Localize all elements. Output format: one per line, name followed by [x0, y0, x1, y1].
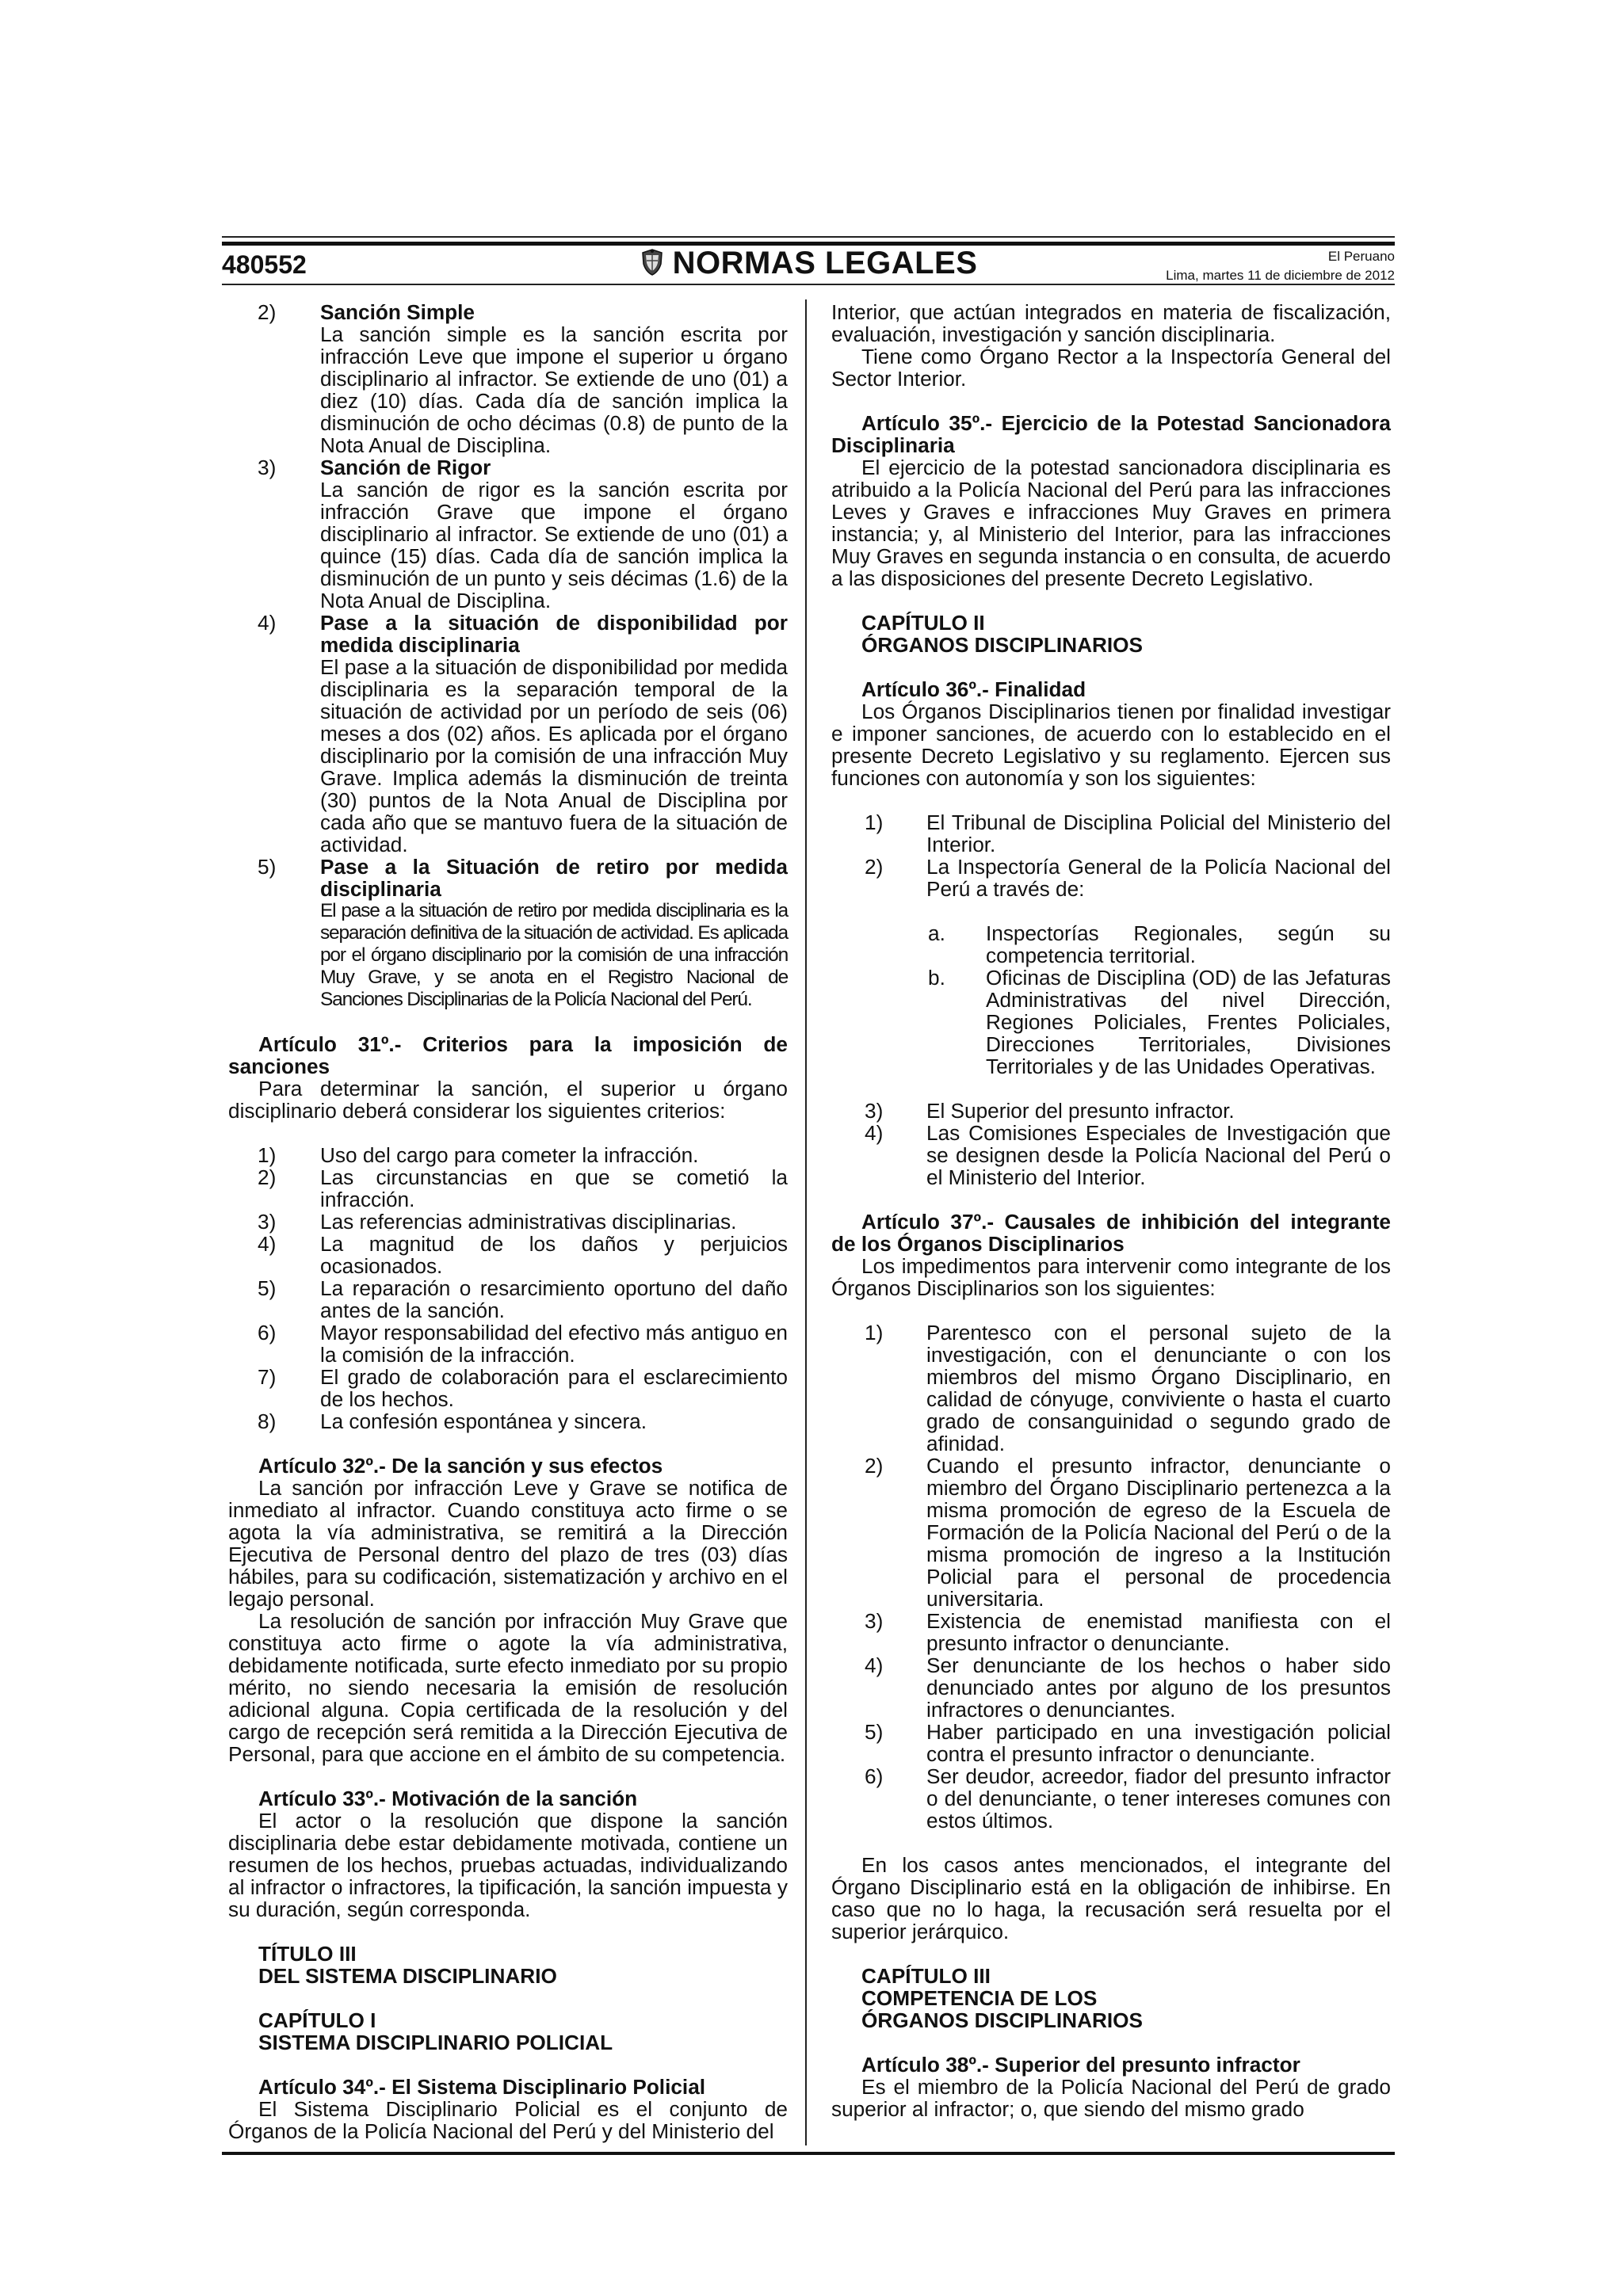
list-item — [831, 1322, 1391, 1455]
list-item — [831, 1765, 1391, 1832]
item-text: Ser denunciante de los hechos o haber sido denunciado antes por alguno de los presuntos infractores o denunciantes. — [926, 1653, 1391, 1722]
publisher-block — [1166, 247, 1395, 285]
list-item: 5) Pase a la Situación de retiro por medida disciplinaria El pase a la situación de retiro por medida disciplinaria es la separación definitiva de la situación de actividad. Es aplicada por el órgano disciplinario por la comisión de una infracción Muy Grave, y se anota en el Registro Nacional de Sanciones Disciplinarias de la Policía Nacional del Perú. — [258, 855, 788, 1010]
chapter-heading: CAPÍTULO III — [861, 1964, 991, 1988]
paragraph: Es el miembro de la Policía Nacional del Perú de grado superior al infractor; o, que siendo del mismo grado — [831, 2075, 1391, 2121]
item-text: Mayor responsabilidad del efectivo más antiguo en la comisión de la infracción. — [320, 1321, 788, 1367]
title-subheading: DEL SISTEMA DISCIPLINARIO — [258, 1964, 557, 1988]
chapter-subheading: COMPETENCIA DE LOS — [861, 1986, 1098, 2010]
item-text: El grado de colaboración para el esclarecimiento de los hechos. — [320, 1365, 788, 1411]
list-item — [228, 1144, 788, 1166]
item-text: Las referencias administrativas disciplinarias. — [320, 1210, 737, 1234]
list-item: 4) Pase a la situación de disponibilidad por medida disciplinaria El pase a la situación de disponibilidad por medida disciplinaria es la separación temporal de la situación de actividad por un período de seis (06) meses a dos (02) años. Es aplicada por el órgano disciplinario por la comisión de una infracción Muy Grave. Implica además la disminución de treinta (30) puntos de la Nota Anual de Disciplina por cada año que se mantuvo fuera de la situación de actividad. — [258, 611, 788, 856]
list-item — [831, 1721, 1391, 1765]
item-title: Sanción de Rigor — [320, 456, 491, 479]
item-number: 6) — [865, 1764, 884, 1788]
page-header — [222, 236, 1395, 285]
page-number: 480552 — [222, 250, 307, 279]
list-item: 1) El Tribunal de Disciplina Policial del Ministerio del Interior. — [865, 810, 1391, 856]
item-number: 5) — [865, 1720, 884, 1744]
item-text: La sanción de rigor es la sanción escrita por infracción Grave que impone el órgano disciplinario al infractor. Se extiende de uno (01) a quince (15) días. Cada día de sanción implica la disminución de un punto y seis décimas (1.6) de la Nota Anual de Disciplina. — [320, 478, 788, 612]
chapter-subheading: ÓRGANOS DISCIPLINARIOS — [861, 633, 1144, 657]
item-text: Parentesco con el personal sujeto de la investigación, con el denunciante o con los miembros del mismo Órgano Disciplinario, en calidad de cónyuge, conviviente o hasta el cuarto grado de consanguinidad o segundo grado de afinidad. — [926, 1321, 1391, 1455]
item-number: 7) — [258, 1365, 277, 1389]
paragraph: El Sistema Disciplinario Policial es el conjunto de Órganos de la Policía Nacional del Perú y del Ministerio del — [228, 2097, 788, 2143]
list-item: 3) El Superior del presunto infractor. — [865, 1099, 1235, 1123]
article-heading: Artículo 34º.- El Sistema Disciplinario Policial — [258, 2075, 706, 2099]
chapter-heading: CAPÍTULO II — [861, 611, 985, 635]
list-item: 2) La Inspectoría General de la Policía Nacional del Perú a través de: — [865, 855, 1391, 901]
paragraph: El actor o la resolución que dispone la sanción disciplinaria debe estar debidamente motivada, contiene un resumen de los hechos, pruebas actuadas, individualizando al infractor o infractores, la tipificación, la sanción impuesta y su duración, según corresponda. — [228, 1809, 788, 1921]
item-text: La reparación o resarcimiento oportuno del daño antes de la sanción. — [320, 1276, 788, 1322]
item-text: El pase a la situación de disponibilidad por medida disciplinaria es la separación temporal de la situación de actividad por un período de seis (06) meses a dos (02) años. Es aplicada por el órgano disciplinario por la comisión de una infracción Muy Grave. Implica además la disminución de treinta (30) puntos de la Nota Anual de Disciplina por cada año que se mantuvo fuera de la situación de actividad. — [320, 655, 788, 856]
item-text: Cuando el presunto infractor, denunciante o miembro del Órgano Disciplinario pertenezca a la misma promoción de egreso de la Escuela de Formación de la Policía Nacional del Perú o de la misma promoción de ingreso a la Institución Policial para el personal de procedencia universitaria. — [926, 1454, 1391, 1611]
item-text: Haber participado en una investigación policial contra el presunto infractor o denunciante. — [926, 1720, 1391, 1766]
item-title: Pase a la Situación de retiro por medida disciplinaria — [320, 855, 788, 901]
chapter-subheading: SISTEMA DISCIPLINARIO POLICIAL — [258, 2031, 613, 2054]
list-item: 3) Sanción de Rigor La sanción de rigor es la sanción escrita por infracción Grave que impone el órgano disciplinario al infractor. Se extiende de uno (01) a quince (15) días. Cada día de sanción implica la disminución de un punto y seis décimas (1.6) de la Nota Anual de Disciplina. — [258, 456, 788, 612]
list-item: 2) Sanción Simple La sanción simple es la sanción escrita por infracción Leve que impone el superior u órgano disciplinario al infractor. Se extiende de uno (01) a diez (10) días. Cada día de sanción implica la disminución de ocho décimas (0.8) de punto de la Nota Anual de Disciplina. — [258, 300, 788, 457]
sub-list-item: a. Inspectorías Regionales, según su competencia territorial. — [928, 921, 1391, 967]
sub-list-item: b. Oficinas de Disciplina (OD) de las Jefaturas Administrativas del nivel Dirección, Regiones Policiales, Frentes Policiales, Direcciones Territoriales, Divisiones Territoriales y de las Unidades Operativas. — [928, 966, 1391, 1078]
article-heading: Artículo 33º.- Motivación de la sanción — [258, 1787, 638, 1810]
item-number: 6) — [258, 1321, 277, 1344]
right-column — [831, 301, 1391, 2120]
item-text: La confesión espontánea y sincera. — [320, 1409, 647, 1433]
article-heading: Artículo 38º.- Superior del presunto infractor — [861, 2053, 1300, 2077]
list-item — [228, 1211, 788, 1233]
item-text: El pase a la situación de retiro por medida disciplinaria es la separación definitiva de la situación de actividad. Es aplicada por el órgano disciplinario por la comisión de una infracción Muy Grave, y se anota en el Registro Nacional de Sanciones Disciplinarias de la Policía Nacional del Perú. — [320, 900, 788, 1010]
coat-of-arms-icon — [640, 248, 665, 277]
item-number: 3) — [258, 1210, 277, 1234]
item-number: 1) — [865, 1321, 884, 1344]
list-item — [831, 1654, 1391, 1721]
list-item — [831, 1610, 1391, 1654]
article-heading: Artículo 35º.- Ejercicio de la Potestad Sancionadora Disciplinaria — [831, 411, 1391, 457]
item-text: Las circunstancias en que se cometió la infracción. — [320, 1165, 788, 1211]
list-item — [228, 1166, 788, 1211]
item-number: 4) — [865, 1653, 884, 1677]
item-number: 5) — [258, 1276, 277, 1300]
item-text: La magnitud de los daños y perjuicios ocasionados. — [320, 1232, 788, 1278]
list-item — [228, 1366, 788, 1410]
left-column — [228, 301, 788, 2142]
list-item — [831, 1455, 1391, 1610]
item-title: Sanción Simple — [320, 300, 475, 324]
masthead-title: NORMAS LEGALES — [672, 246, 978, 280]
list-item — [228, 1277, 788, 1322]
header-rule-top — [222, 236, 1395, 238]
footer-rule — [222, 2152, 1395, 2155]
publication-date: Lima, martes 11 de diciembre de 2012 — [1166, 268, 1395, 283]
chapter-subheading: ÓRGANOS DISCIPLINARIOS — [861, 2008, 1144, 2032]
article-heading: Artículo 32º.- De la sanción y sus efectos — [258, 1454, 663, 1478]
column-divider — [805, 299, 807, 2145]
item-number: 1) — [258, 1143, 277, 1167]
title-heading: TÍTULO III — [258, 1942, 357, 1966]
header-rule-bottom — [222, 284, 1395, 285]
item-number: 4) — [258, 1232, 277, 1256]
paragraph: Para determinar la sanción, el superior u órgano disciplinario deberá considerar los siguientes criterios: — [228, 1077, 788, 1123]
paragraph: Los impedimentos para intervenir como integrante de los Órganos Disciplinarios son los siguientes: — [831, 1254, 1391, 1300]
chapter-heading: CAPÍTULO I — [258, 2008, 376, 2032]
paragraph: Tiene como Órgano Rector a la Inspectoría General del Sector Interior. — [831, 345, 1391, 391]
item-number: 2) — [258, 1165, 277, 1189]
criteria-list — [228, 1144, 788, 1432]
item-number: 8) — [258, 1409, 277, 1433]
item-text: Existencia de enemistad manifiesta con el presunto infractor o denunciante. — [926, 1609, 1391, 1655]
paragraph: La resolución de sanción por infracción Muy Grave que constituya acto firme o agote la vía administrativa, debidamente notificada, surte efecto inmediato por su propio mérito, no siendo necesaria la emisión de resolución adicional alguna. Copia certificada de la resolución y del cargo de recepción será remitida a la Dirección Ejecutiva de Personal, para que accione en el ámbito de su competencia. — [228, 1609, 788, 1766]
article-heading: Artículo 36º.- Finalidad — [861, 677, 1086, 701]
item-text: Ser deudor, acreedor, fiador del presunto infractor o del denunciante, o tener intereses comunes con estos últimos. — [926, 1764, 1391, 1833]
paragraph: Interior, que actúan integrados en materia de fiscalización, evaluación, investigación y sanción disciplinaria. — [831, 300, 1391, 346]
list-item — [228, 1322, 788, 1366]
paragraph: En los casos antes mencionados, el integrante del Órgano Disciplinario está en la obligación de inhibirse. En caso que no lo haga, la recusación será resuelta por el superior jerárquico. — [831, 1853, 1391, 1943]
list-item — [228, 1233, 788, 1277]
list-item — [228, 1410, 788, 1432]
paragraph: La sanción por infracción Leve y Grave se notifica de inmediato al infractor. Cuando constituya acto firme o se agota la vía administrativa, se remitirá a la Dirección Ejecutiva de Personal dentro del plazo de tres (03) días hábiles, para su codificación, sistematización y archivo en el legajo personal. — [228, 1476, 788, 1611]
impediments-list — [831, 1322, 1391, 1832]
paragraph: El ejercicio de la potestad sancionadora disciplinaria es atribuido a la Policía Nacional del Perú para las infracciones Leves y Graves e infracciones Muy Graves en primera instancia; y, al Ministerio del Interior, para las infracciones Muy Graves en segunda instancia o en consulta, de acuerdo a las disposiciones del presente Decreto Legislativo. — [831, 456, 1391, 590]
item-number: 3) — [865, 1609, 884, 1633]
article-heading: Artículo 37º.- Causales de inhibición del integrante de los Órganos Disciplinarios — [831, 1210, 1391, 1256]
item-title: Pase a la situación de disponibilidad por medida disciplinaria — [320, 611, 788, 657]
paragraph: Los Órganos Disciplinarios tienen por finalidad investigar e imponer sanciones, de acuerdo con lo establecido en el presente Decreto Legislativo y su reglamento. Ejercen sus funciones con autonomía y son los siguientes: — [831, 700, 1391, 790]
item-text: Uso del cargo para cometer la infracción. — [320, 1143, 699, 1167]
list-item: 4) Las Comisiones Especiales de Investigación que se designen desde la Policía Nacional del Perú o el Ministerio del Interior. — [865, 1121, 1391, 1189]
article-heading: Artículo 31º.- Criterios para la imposición de sanciones — [228, 1032, 788, 1078]
item-text: La sanción simple es la sanción escrita por infracción Leve que impone el superior u órgano disciplinario al infractor. Se extiende de uno (01) a diez (10) días. Cada día de sanción implica la disminución de ocho décimas (0.8) de punto de la Nota Anual de Disciplina. — [320, 322, 788, 457]
publisher-name: El Peruano — [1327, 249, 1395, 264]
item-number: 2) — [865, 1454, 884, 1478]
